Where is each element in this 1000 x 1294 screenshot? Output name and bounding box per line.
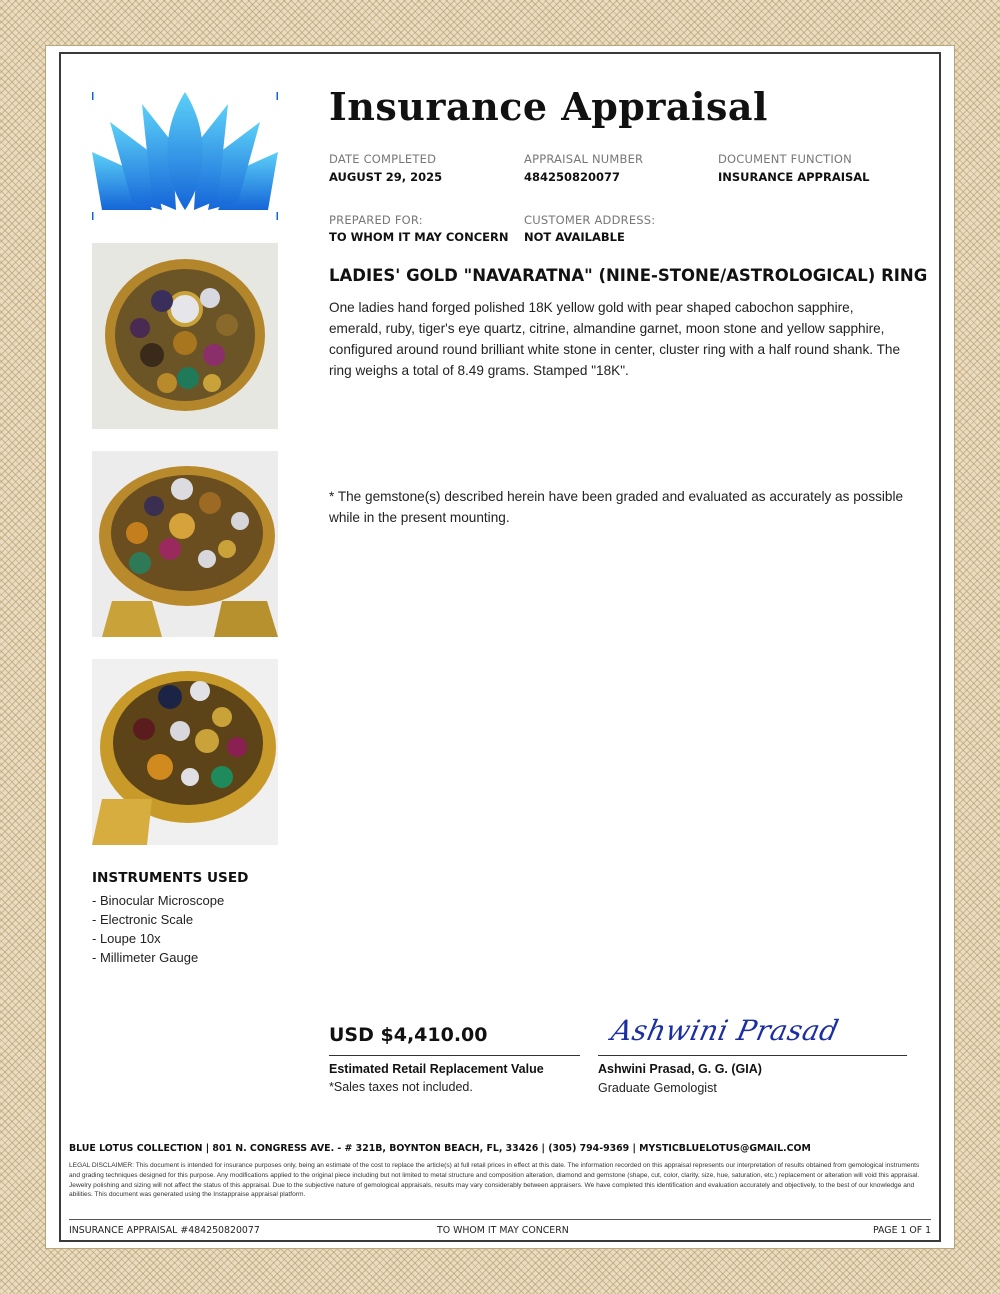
appraiser-role: Graduate Gemologist [598,1081,717,1095]
page-title: Insurance Appraisal [329,84,768,129]
signature-divider [598,1055,907,1056]
date-completed-label: DATE COMPLETED [329,152,437,166]
list-item: - Binocular Microscope [92,893,225,908]
customer-address-label: CUSTOMER ADDRESS: [524,213,656,227]
valuation-note: *Sales taxes not included. [329,1080,473,1094]
ring-photo-angle-view [92,659,278,845]
item-description: One ladies hand forged polished 18K yellow gold with pear shaped cabochon sapphire, emerald, ruby, tiger's eye quartz, citrine, almandine garnet, moon stone and yellow sapphire, configured around round brilliant white stone in center, cluster ring with a half round shank. The ring weighs a total of 8.49 grams. Stamped "18K". [329,300,901,378]
prepared-for-label: PREPARED FOR: [329,213,423,227]
footer-divider [69,1219,931,1220]
instruments-list [92,891,224,967]
date-completed-value: AUGUST 29, 2025 [329,170,443,184]
list-item: - Loupe 10x [92,931,161,946]
ring-photo-top-view [92,243,278,429]
footer-appraisal-ref: INSURANCE APPRAISAL #484250820077 [69,1225,260,1236]
footer-recipient: TO WHOM IT MAY CONCERN [437,1225,569,1236]
ring-photo-side-view [92,451,278,637]
prepared-for-value: TO WHOM IT MAY CONCERN [329,230,509,244]
document-function-label: DOCUMENT FUNCTION [718,152,852,166]
lotus-logo [92,92,278,220]
gemstone-note: * The gemstone(s) described herein have been graded and evaluated as accurately as possible while in the present mounting. [329,489,904,525]
list-item: - Millimeter Gauge [92,950,199,965]
valuation-divider [329,1055,580,1056]
list-item: - Electronic Scale [92,912,194,927]
appraiser-signature: Ashwini Prasad [608,1014,842,1047]
company-info: BLUE LOTUS COLLECTION | 801 N. CONGRESS AVE. - # 321B, BOYNTON BEACH, FL, 33426 | (305) 794-9369 | MYSTICBLUELOTUS@GMAIL.COM [69,1143,811,1154]
document-function-value: INSURANCE APPRAISAL [718,170,870,184]
appraisal-number-label: APPRAISAL NUMBER [524,152,644,166]
valuation-amount: USD $4,410.00 [329,1024,488,1046]
legal-disclaimer: LEGAL DISCLAIMER: This document is intended for insurance purposes only, being an estimate of the cost to replace the article(s) at full retail prices in effect at this date. The information recorded on this appraisal represents our interpretation of results obtained from gemological instruments and grading techniques designed for this purpose. Any modifications applied to the original piece including but not limited to metal structure and composition alteration, diamond and gemstone (shape, cut, color, clarity, size, hue, saturation, etc.) replacement or alteration will void this appraisal. Jewelry polishing and sizing will not affect the status of this appraisal. Due to the subjective nature of gemological appraisals, results may vary considerably between appraisers. We have completed this identification and evaluation accurately and objectively, to the best of our knowledge and abilities. This document was generated using the Instappraise appraisal platform. [69,1162,920,1199]
appraisal-number-value: 484250820077 [524,170,621,184]
footer-page-number: PAGE 1 OF 1 [873,1225,932,1236]
instruments-title: INSTRUMENTS USED [92,870,249,886]
appraiser-name: Ashwini Prasad, G. G. (GIA) [598,1062,762,1076]
item-title: LADIES' GOLD "NAVARATNA" (NINE-STONE/ASTROLOGICAL) RING [329,266,928,285]
valuation-label: Estimated Retail Replacement Value [329,1062,544,1076]
customer-address-value: NOT AVAILABLE [524,230,625,244]
